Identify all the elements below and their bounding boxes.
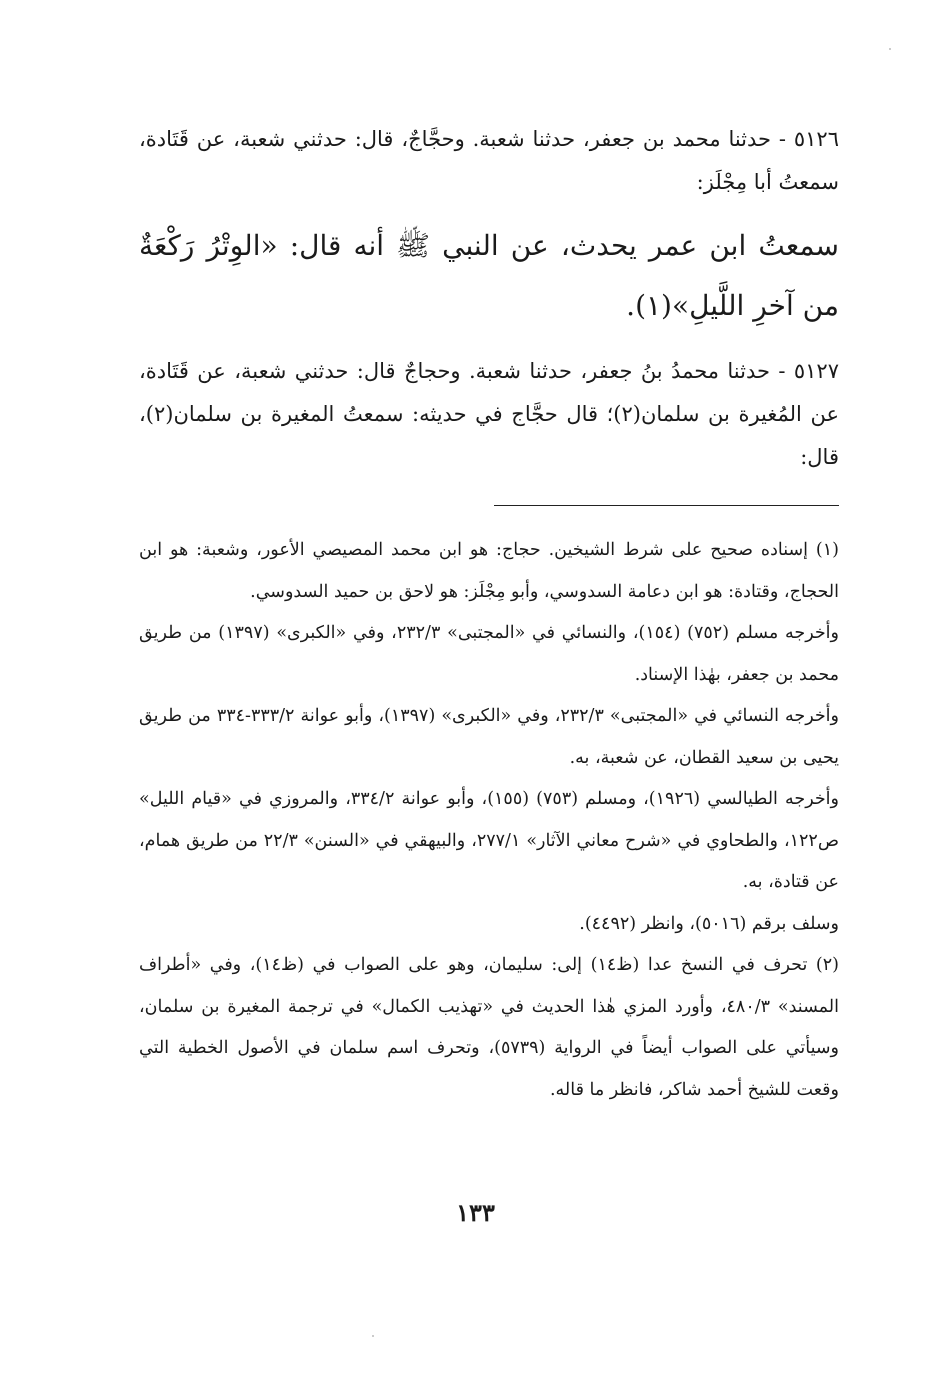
footnote-1: (١) إسناده صحيح على شرط الشيخين. حجاج: هو ابن محمد المصيصي الأعور، وشعبة: هو ابن الحجاج، وقتادة: هو ابن دعامة السدوسي، وأبو مِجْلَز: هو لاحق بن حميد السدوسي. [139, 540, 839, 602]
footnote-1-cross-reference: وسلف برقم (٥٠١٦)، وانظر (٤٤٩٢). [579, 913, 839, 934]
footnote-1-takhrij-b: وأخرجه النسائي في «المجتبى» ٢٣٢/٣، وفي «الكبرى» (١٣٩٧)، وأبو عوانة ٣٣٣/٢-٣٣٤ من طريق يحيى بن سعيد القطان، عن شعبة، به. [139, 706, 839, 768]
footnote-1-takhrij-a: وأخرجه مسلم (٧٥٢) (١٥٤)، والنسائي في «المجتبى» ٢٣٢/٣، وفي «الكبرى» (١٣٩٧) من طريق محمد بن جعفر، بهٰذا الإسناد. [139, 623, 839, 685]
footnote-1-takhrij-c: وأخرجه الطيالسي (١٩٢٦)، ومسلم (٧٥٣) (١٥٥)، وأبو عوانة ٣٣٤/٢، والمروزي في «قيام الليل» ص١٢٢، والطحاوي في «شرح معاني الآثار» ٢٧٧/١، والبيهقي في «السنن» ٢٢/٣ من طريق همام، عن قتادة، به. [139, 789, 839, 892]
scan-speck [372, 1335, 374, 1337]
main-text [139, 118, 839, 491]
footnote-2: (٢) تحرف في النسخ عدا (ظ١٤) إلى: سليمان، وهو على الصواب في (ظ١٤)، وفي «أطراف المسند» ٤٨٠/٣، وأورد المزي هٰذا الحديث في «تهذيب الكمال» في ترجمة المغيرة بن سلمان، وسيأتي على الصواب أيضاً في الرواية (٥٧٣٩)، وتحرف اسم سلمان في الأصول الخطية التي وقعت للشيخ أحمد شاكر، فانظر ما قاله. [139, 955, 839, 1100]
hadith-5126-matn: سمعتُ ابن عمر يحدث، عن النبي ﷺ أنه قال: «الوِتْرُ رَكْعَةٌ من آخرِ اللَّيلِ»(١). [139, 229, 839, 322]
page-number: ١٣٣ [456, 1198, 495, 1227]
footnote-separator [494, 505, 839, 506]
hadith-5126-isnad: ٥١٢٦ - حدثنا محمد بن جعفر، حدثنا شعبة. وحجَّاجٌ، قال: حدثني شعبة، عن قَتَادة، سمعتُ أبا مِجْلَز: [139, 127, 839, 194]
scan-speck [889, 48, 891, 50]
hadith-5127-isnad: ٥١٢٧ - حدثنا محمدُ بنُ جعفر، حدثنا شعبة. وحجاجٌ قال: حدثني شعبة، عن قَتَادة، عن المُغيرة بن سلمان(٢)؛ قال حجَّاج في حديثه: سمعتُ المغيرة بن سلمان(٢)، قال: [139, 359, 839, 469]
footnotes [139, 530, 839, 1111]
